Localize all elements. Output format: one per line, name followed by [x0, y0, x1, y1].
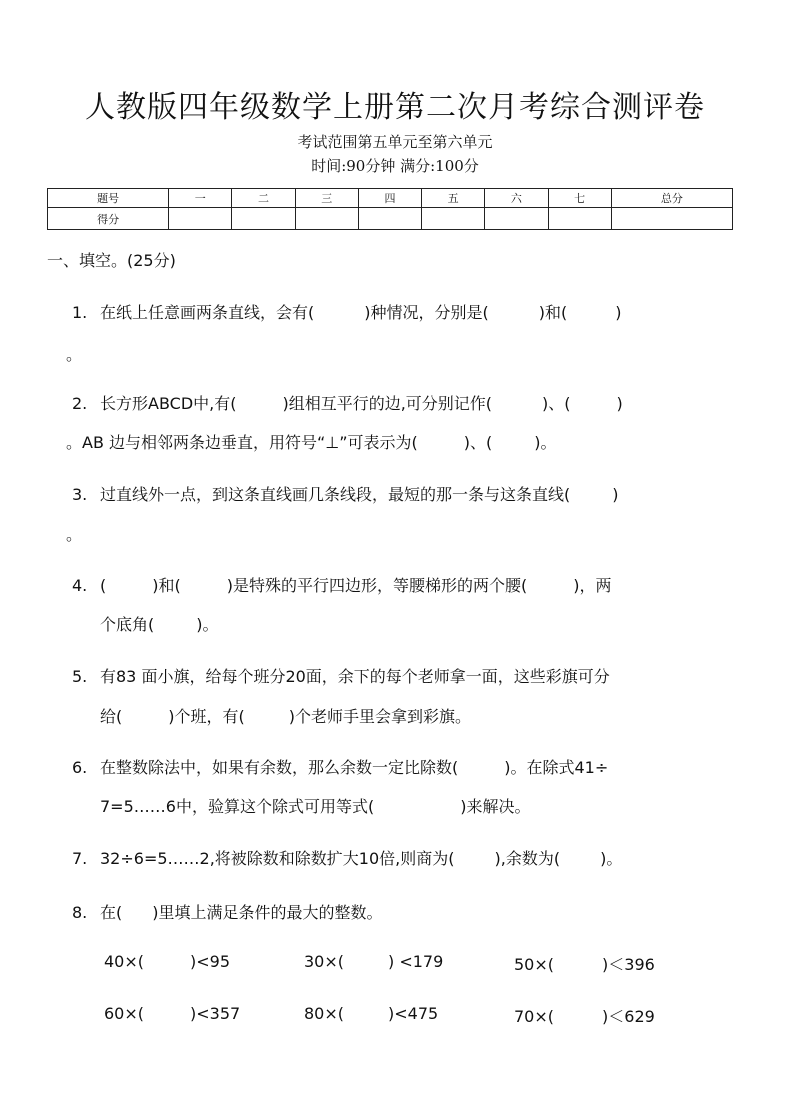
score-row-label: 得分	[48, 208, 169, 230]
question-7-line-1: 7. 32÷6=5……2,将被除数和除数扩大10倍,则商为( ),余数为( )。	[72, 849, 623, 868]
score-input-cell[interactable]	[232, 208, 295, 230]
inequality-item: 50×( )＜396	[514, 955, 655, 974]
question-1-line-2: 。	[66, 345, 83, 364]
score-header-cell: 六	[485, 189, 548, 208]
exam-scope: 考试范围第五单元至第六单元	[297, 133, 493, 151]
inequality-item: 60×( )<357	[104, 1004, 241, 1023]
question-number: 6.	[72, 758, 88, 777]
question-number: 2.	[72, 394, 88, 413]
score-input-cell[interactable]	[611, 208, 732, 230]
score-header-cell: 七	[548, 189, 611, 208]
score-input-cell[interactable]	[295, 208, 358, 230]
score-header-cell: 一	[169, 189, 232, 208]
question-5-line-2: 给( )个班，有( )个老师手里会拿到彩旗。	[100, 707, 471, 726]
question-4-line-1: 4. ( )和( )是特殊的平行四边形，等腰梯形的两个腰( )，两	[72, 576, 612, 595]
inequality-item: 40×( )<95	[104, 952, 231, 971]
question-4-line-2: 个底角( )。	[100, 615, 219, 634]
score-header-cell: 三	[295, 189, 358, 208]
score-input-cell[interactable]	[169, 208, 232, 230]
score-header-cell: 五	[422, 189, 485, 208]
question-number: 4.	[72, 576, 88, 595]
score-input-cell[interactable]	[548, 208, 611, 230]
score-header-cell: 题号	[48, 189, 169, 208]
question-8-line-1: 8. 在( )里填上满足条件的最大的整数。	[72, 903, 383, 922]
score-input-cell[interactable]	[485, 208, 548, 230]
score-table	[47, 188, 733, 230]
question-3-line-2: 。	[66, 525, 83, 544]
question-1-line-1: 1. 在纸上任意画两条直线，会有( )种情况，分别是( )和( )	[72, 303, 622, 322]
page-title: 人教版四年级数学上册第二次月考综合测评卷	[85, 90, 705, 125]
question-2-line-1: 2. 长方形ABCD中,有( )组相互平行的边,可分别记作( )、( )	[72, 394, 623, 413]
question-6-line-2: 7=5……6中，验算这个除式可用等式( )来解决。	[100, 797, 531, 816]
score-input-cell[interactable]	[358, 208, 421, 230]
score-header-cell: 总分	[611, 189, 732, 208]
inequality-item: 80×( )<475	[304, 1004, 439, 1023]
inequality-item: 70×( )＜629	[514, 1007, 655, 1026]
score-table-header-row	[48, 189, 733, 208]
question-number: 1.	[72, 303, 88, 322]
score-table-score-row	[48, 208, 733, 230]
question-2-line-2: 。AB 边与相邻两条边垂直，用符号“⊥”可表示为( )、( )。	[66, 433, 557, 452]
question-number: 8.	[72, 903, 88, 922]
question-6-line-1: 6. 在整数除法中，如果有余数，那么余数一定比除数( )。在除式41÷	[72, 758, 609, 777]
question-number: 7.	[72, 849, 88, 868]
question-3-line-1: 3. 过直线外一点，到这条直线画几条线段，最短的那一条与这条直线( )	[72, 485, 619, 504]
section-heading: 一、填空。(25分)	[47, 251, 176, 270]
score-input-cell[interactable]	[422, 208, 485, 230]
question-number: 3.	[72, 485, 88, 504]
question-number: 5.	[72, 667, 88, 686]
score-header-cell: 四	[358, 189, 421, 208]
question-5-line-1: 5. 有83 面小旗，给每个班分20面，余下的每个老师拿一面，这些彩旗可分	[72, 667, 610, 686]
score-header-cell: 二	[232, 189, 295, 208]
inequality-item: 30×( ) <179	[304, 952, 444, 971]
exam-time-score: 时间:90分钟 满分:100分	[311, 157, 479, 175]
